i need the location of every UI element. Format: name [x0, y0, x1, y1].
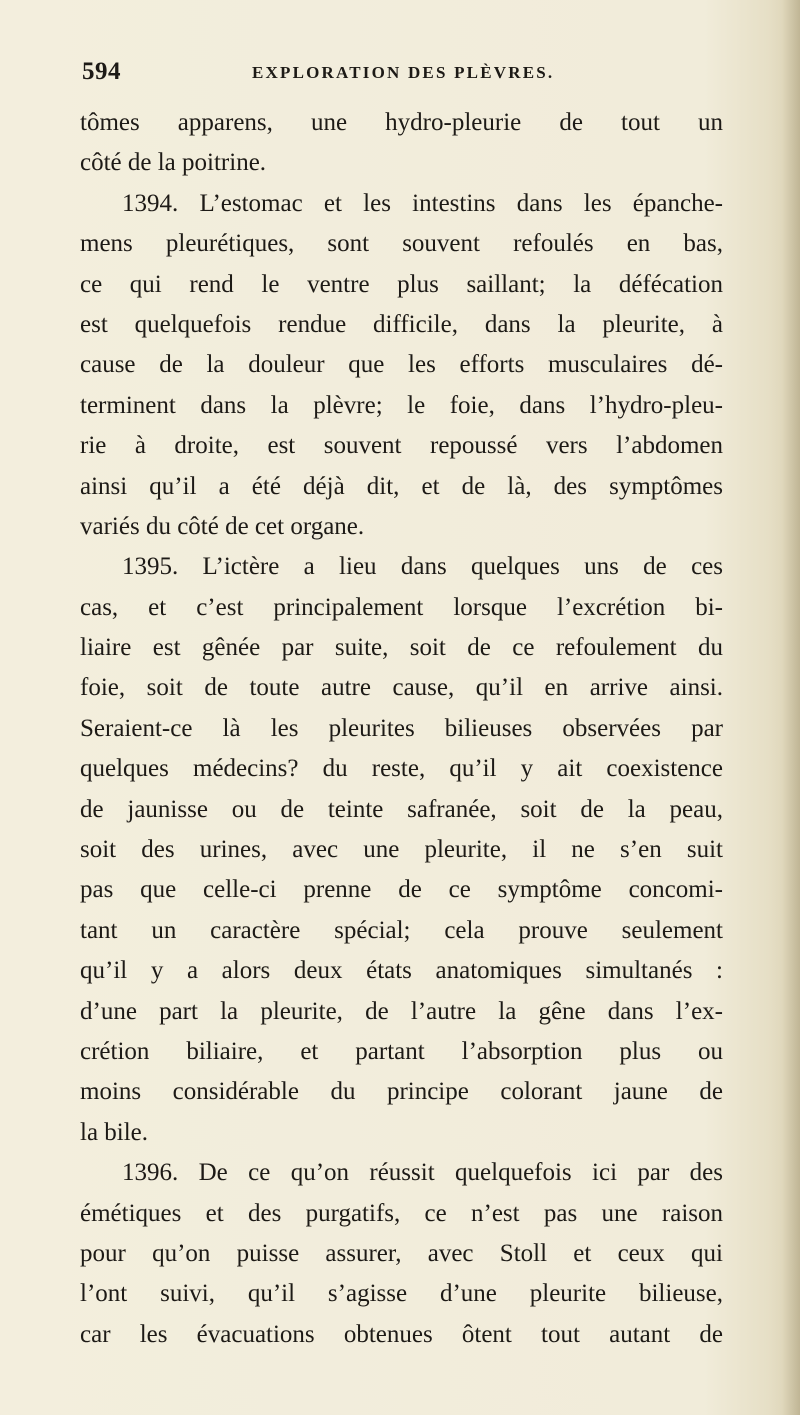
- text-line: moins considérable du principe colorant jaune de: [80, 1078, 723, 1106]
- text-line: est quelquefois rendue difficile, dans la pleurite, à: [80, 310, 723, 338]
- text-line: pas que celle-ci prenne de ce symptôme concomi-: [80, 876, 723, 904]
- text-line: Seraient-ce là les pleurites bilieuses observées par: [80, 714, 723, 742]
- body-text: [80, 103, 723, 1355]
- page-header: [82, 58, 702, 92]
- running-title: EXPLORATION DES PLÈVRES.: [252, 63, 555, 82]
- text-line: émétiques et des purgatifs, ce n’est pas une raison: [80, 1199, 723, 1227]
- page-number: 594: [82, 58, 121, 85]
- text-line: qu’il y a alors deux états anatomiques simultanés :: [80, 957, 723, 985]
- text-line: côté de la poitrine.: [80, 149, 267, 177]
- text-line: 1395. L’ictère a lieu dans quelques uns de ces: [122, 553, 723, 581]
- text-line: cas, et c’est principalement lorsque l’excrétion bi-: [80, 593, 723, 621]
- text-line: terminent dans la plèvre; le foie, dans l’hydro-pleu-: [80, 391, 723, 419]
- text-line: foie, soit de toute autre cause, qu’il en arrive ainsi.: [80, 674, 723, 702]
- text-line: la bile.: [80, 1118, 149, 1146]
- text-line: ainsi qu’il a été déjà dit, et de là, des symptômes: [80, 472, 723, 500]
- text-line: tant un caractère spécial; cela prouve seulement: [80, 916, 723, 944]
- text-line: ce qui rend le ventre plus saillant; la défécation: [80, 270, 723, 298]
- text-line: mens pleurétiques, sont souvent refoulés en bas,: [80, 230, 723, 258]
- text-line: car les évacuations obtenues ôtent tout autant de: [80, 1320, 723, 1348]
- text-line: d’une part la pleurite, de l’autre la gêne dans l’ex-: [80, 997, 723, 1025]
- text-line: quelques médecins? du reste, qu’il y ait coexistence: [80, 755, 723, 783]
- text-line: tômes apparens, une hydro-pleurie de tout un: [80, 109, 723, 136]
- text-line: soit des urines, avec une pleurite, il ne s’en suit: [80, 836, 723, 864]
- text-line: liaire est gênée par suite, soit de ce refoulement du: [80, 634, 723, 662]
- text-line: crétion biliaire, et partant l’absorption plus ou: [80, 1037, 723, 1065]
- text-line: cause de la douleur que les efforts musculaires dé-: [80, 351, 723, 379]
- text-line: de jaunisse ou de teinte safranée, soit de la peau,: [80, 795, 723, 823]
- text-line: 1394. L’estomac et les intestins dans les épanche-: [122, 189, 723, 217]
- text-line: rie à droite, est souvent repoussé vers l’abdomen: [80, 432, 723, 460]
- text-line: pour qu’on puisse assurer, avec Stoll et ceux qui: [80, 1239, 723, 1267]
- text-line: l’ont suivi, qu’il s’agisse d’une pleurite bilieuse,: [80, 1280, 723, 1308]
- page-edge-shadow: [782, 0, 800, 1415]
- text-line: variés du côté de cet organe.: [80, 512, 365, 540]
- text-line: 1396. De ce qu’on réussit quelquefois ici par des: [122, 1159, 723, 1187]
